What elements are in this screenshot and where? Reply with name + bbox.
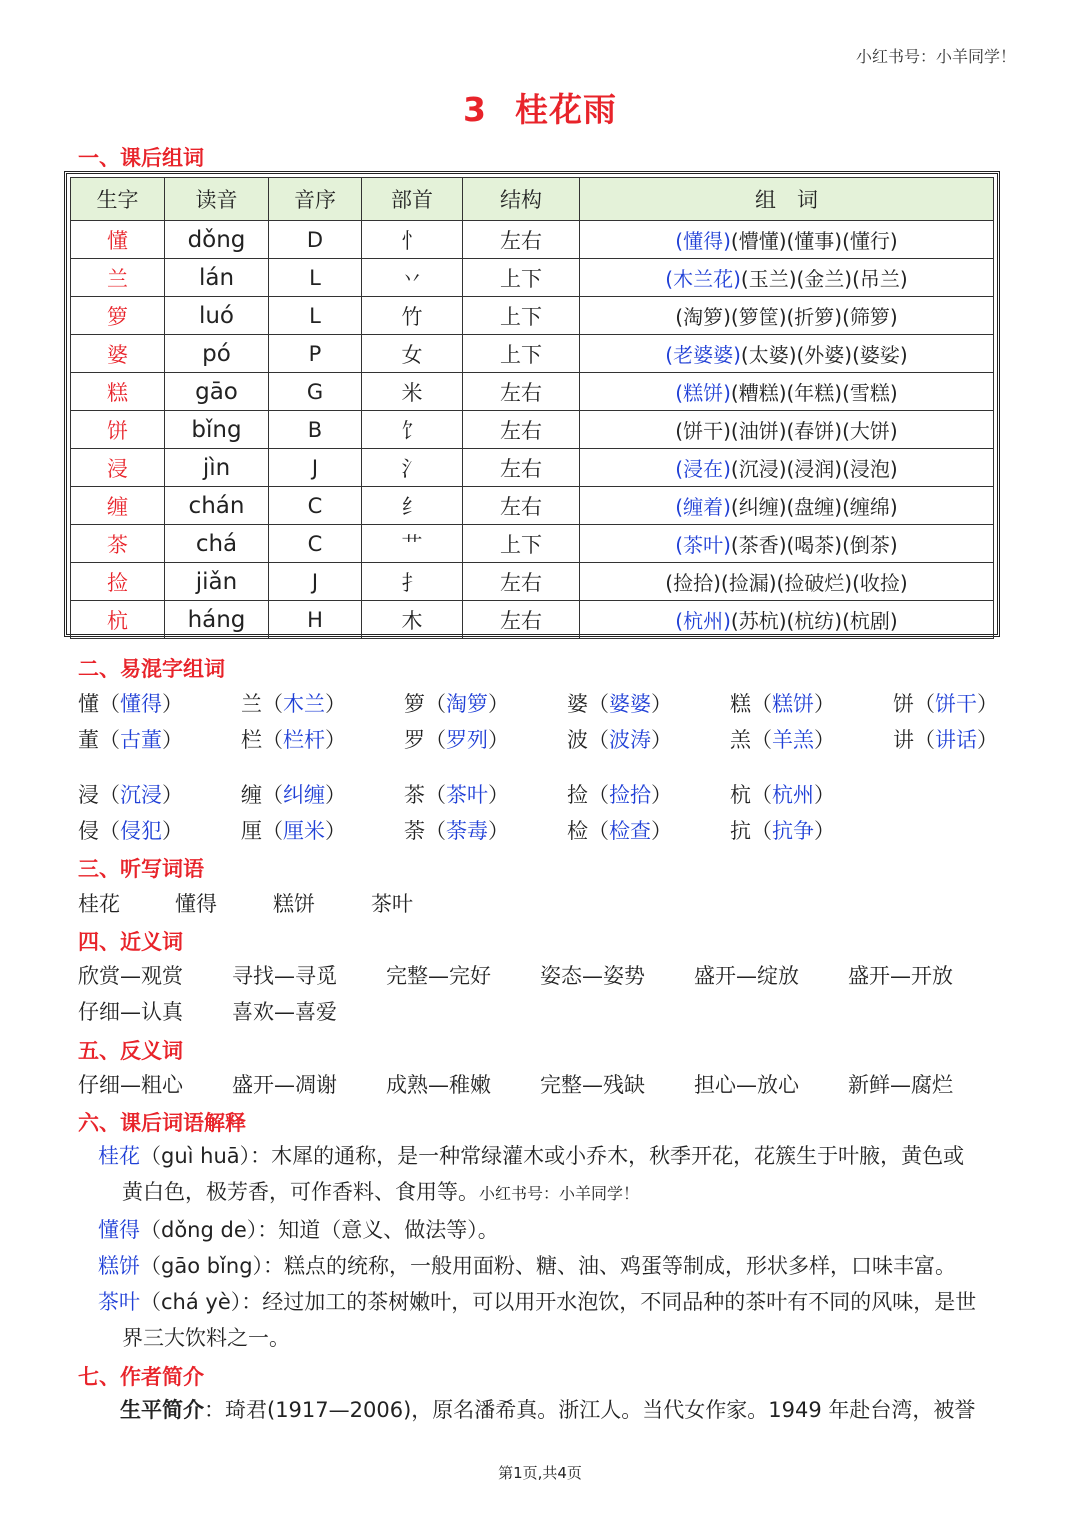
key-word: (茶叶) xyxy=(675,533,731,557)
confusable-word: 古董 xyxy=(120,728,162,752)
table-row xyxy=(71,297,994,335)
words-cell xyxy=(580,373,994,411)
index-letter-cell: C xyxy=(269,525,362,563)
confusable-word: 淘箩 xyxy=(446,692,488,716)
confusable-char: 懂 xyxy=(78,692,99,716)
antonym-pair: 担心—放心 xyxy=(694,1073,799,1097)
dictation-word: 桂花 xyxy=(78,892,120,916)
pinyin-cell: dǒng xyxy=(165,221,269,259)
confusable-item: 懂（懂得） xyxy=(78,692,183,716)
confusable-item: 董（古董） xyxy=(78,728,183,752)
explanation-entry xyxy=(98,1248,1008,1284)
explanation-text: 木犀的通称，是一种常绿灌木或小乔木，秋季开花，花簇生于叶腋，黄色或 xyxy=(271,1144,965,1168)
explanation-text: 界三大饮料之一。 xyxy=(122,1326,290,1350)
confusable-word: 饼干 xyxy=(935,692,977,716)
confusable-word: 羊羔 xyxy=(772,728,814,752)
confusable-char: 浸 xyxy=(78,783,99,807)
confusable-word: 罗列 xyxy=(446,728,488,752)
explanations-block xyxy=(98,1138,1008,1356)
confusable-word: 沉浸 xyxy=(120,783,162,807)
words-cell xyxy=(580,335,994,373)
confusable-item: 荼（荼毒） xyxy=(404,819,509,843)
confusable-word: 茶叶 xyxy=(446,783,488,807)
confusable-item: 厘（厘米） xyxy=(241,819,346,843)
words-cell xyxy=(580,259,994,297)
words-cell xyxy=(580,563,994,601)
confusable-item: 波（波涛） xyxy=(567,728,672,752)
pinyin-cell: pó xyxy=(165,335,269,373)
confusable-char: 讲 xyxy=(893,728,914,752)
section-heading-3: 三、听写词语 xyxy=(78,857,204,881)
table-row xyxy=(71,411,994,449)
section-heading-5: 五、反义词 xyxy=(78,1039,183,1063)
index-letter-cell: J xyxy=(269,563,362,601)
words-cell xyxy=(580,449,994,487)
explanation-text: 经过加工的茶树嫩叶，可以用开水泡饮，不同品种的茶叶有不同的风味，是世 xyxy=(262,1290,977,1314)
index-letter-cell: H xyxy=(269,601,362,639)
index-letter-cell: L xyxy=(269,297,362,335)
confusable-item: 糕（糕饼） xyxy=(730,692,835,716)
col-header: 组 词 xyxy=(580,178,994,221)
explanation-entry xyxy=(98,1212,1008,1248)
section-heading-7: 七、作者简介 xyxy=(78,1365,204,1389)
confusable-char: 董 xyxy=(78,728,99,752)
words-cell xyxy=(580,221,994,259)
page-footer: 第1页,共4页 xyxy=(498,1464,582,1482)
synonym-pair: 姿态—姿势 xyxy=(540,964,645,988)
key-word: (糕饼) xyxy=(675,381,731,405)
confusable-word: 讲话 xyxy=(935,728,977,752)
vocab-table xyxy=(70,177,994,639)
confusable-word: 杭州 xyxy=(772,783,814,807)
pinyin-cell: jiǎn xyxy=(165,563,269,601)
other-words: (懵懂)(懂事)(懂行) xyxy=(730,229,898,253)
radical-cell: 扌 xyxy=(362,563,463,601)
explained-word: 糕饼 xyxy=(98,1254,140,1278)
dictation-word: 懂得 xyxy=(175,892,217,916)
structure-cell: 上下 xyxy=(463,335,580,373)
confusable-char: 饼 xyxy=(893,692,914,716)
index-letter-cell: P xyxy=(269,335,362,373)
table-row xyxy=(71,335,994,373)
confusable-word: 荼毒 xyxy=(446,819,488,843)
confusable-item: 抗（抗争） xyxy=(730,819,835,843)
radical-cell: 丷 xyxy=(362,259,463,297)
col-header: 读音 xyxy=(165,178,269,221)
other-words: (茶香)(喝茶)(倒茶) xyxy=(730,533,898,557)
antonym-pair: 成熟—稚嫩 xyxy=(386,1073,491,1097)
confusable-item: 罗（罗列） xyxy=(404,728,509,752)
structure-cell: 上下 xyxy=(463,525,580,563)
confusable-char: 缠 xyxy=(241,783,262,807)
confusable-char: 侵 xyxy=(78,819,99,843)
explanation-continuation xyxy=(98,1174,1008,1212)
other-words: (捡拾)(捡漏)(捡破烂)(收捡) xyxy=(665,571,908,595)
char-cell: 饼 xyxy=(71,411,165,449)
pinyin-cell: gāo xyxy=(165,373,269,411)
col-header: 音序 xyxy=(269,178,362,221)
other-words: (饼干)(油饼)(春饼)(大饼) xyxy=(675,419,898,443)
synonym-pair: 欣赏—观赏 xyxy=(78,964,183,988)
other-words: (纠缠)(盘缠)(缠绵) xyxy=(730,495,898,519)
vocab-table-frame xyxy=(64,171,1000,637)
author-text: ：琦君(1917—2006)，原名潘希真。浙江人。当代女作家。1949 年赴台湾，被誉 xyxy=(204,1398,976,1422)
explanation-text: 知道（意义、做法等）。 xyxy=(278,1218,499,1242)
explained-pinyin: （chá yè）： xyxy=(140,1290,263,1314)
confusable-char: 糕 xyxy=(730,692,751,716)
confusable-word: 厘米 xyxy=(283,819,325,843)
confusable-char: 捡 xyxy=(567,783,588,807)
char-cell: 浸 xyxy=(71,449,165,487)
col-header: 生字 xyxy=(71,178,165,221)
radical-cell: 竹 xyxy=(362,297,463,335)
confusable-item: 杭（杭州） xyxy=(730,783,835,807)
words-cell xyxy=(580,525,994,563)
dictation-word: 糕饼 xyxy=(273,892,315,916)
col-header: 结构 xyxy=(463,178,580,221)
confusable-char: 厘 xyxy=(241,819,262,843)
char-cell: 箩 xyxy=(71,297,165,335)
pinyin-cell: luó xyxy=(165,297,269,335)
title-text: 桂花雨 xyxy=(514,90,617,129)
index-letter-cell: G xyxy=(269,373,362,411)
structure-cell: 上下 xyxy=(463,297,580,335)
confusable-item: 栏（栏杆） xyxy=(241,728,346,752)
section-heading-1: 一、课后组词 xyxy=(78,146,204,170)
confusable-item: 兰（木兰） xyxy=(241,692,346,716)
explanation-continuation xyxy=(98,1320,1008,1356)
confusable-char: 兰 xyxy=(241,692,262,716)
header-note: 小红书号：小羊同学！ xyxy=(855,47,1016,66)
confusable-item: 浸（沉浸） xyxy=(78,783,183,807)
char-cell: 缠 xyxy=(71,487,165,525)
section-heading-6: 六、课后词语解释 xyxy=(78,1111,246,1135)
char-cell: 兰 xyxy=(71,259,165,297)
char-cell: 糕 xyxy=(71,373,165,411)
confusable-item: 检（检查） xyxy=(567,819,672,843)
structure-cell: 左右 xyxy=(463,601,580,639)
confusable-item: 侵（侵犯） xyxy=(78,819,183,843)
key-word: (杭州) xyxy=(675,609,731,633)
index-letter-cell: J xyxy=(269,449,362,487)
structure-cell: 左右 xyxy=(463,487,580,525)
confusable-char: 荼 xyxy=(404,819,425,843)
confusable-word: 纠缠 xyxy=(283,783,325,807)
index-letter-cell: B xyxy=(269,411,362,449)
confusable-word: 抗争 xyxy=(772,819,814,843)
char-cell: 杭 xyxy=(71,601,165,639)
confusable-char: 波 xyxy=(567,728,588,752)
other-words: (沉浸)(浸润)(浸泡) xyxy=(730,457,898,481)
explanation-text: 黄白色，极芳香，可作香料、食用等。 xyxy=(122,1180,479,1204)
antonym-pair: 完整—残缺 xyxy=(540,1073,645,1097)
table-row xyxy=(71,525,994,563)
structure-cell: 左右 xyxy=(463,411,580,449)
confusable-word: 懂得 xyxy=(120,692,162,716)
explained-word: 茶叶 xyxy=(98,1290,140,1314)
synonym-pair: 寻找—寻觅 xyxy=(232,964,337,988)
radical-cell: 饣 xyxy=(362,411,463,449)
other-words: (淘箩)(箩筐)(折箩)(筛箩) xyxy=(675,305,898,329)
char-cell: 捡 xyxy=(71,563,165,601)
confusable-char: 栏 xyxy=(241,728,262,752)
confusable-item: 婆（婆婆） xyxy=(567,692,672,716)
section-heading-4: 四、近义词 xyxy=(78,930,183,954)
section-heading-2: 二、易混字组词 xyxy=(78,657,225,681)
table-row xyxy=(71,601,994,639)
explanation-entry xyxy=(98,1138,1008,1212)
confusable-word: 侵犯 xyxy=(120,819,162,843)
table-row xyxy=(71,563,994,601)
antonym-pair: 仔细—粗心 xyxy=(78,1073,183,1097)
explained-pinyin: （gāo bǐng）： xyxy=(140,1254,285,1278)
pinyin-cell: chán xyxy=(165,487,269,525)
radical-cell: 纟 xyxy=(362,487,463,525)
char-cell: 茶 xyxy=(71,525,165,563)
table-row xyxy=(71,221,994,259)
table-row xyxy=(71,373,994,411)
words-cell xyxy=(580,487,994,525)
other-words: (糟糕)(年糕)(雪糕) xyxy=(730,381,898,405)
explanation-text: 糕点的统称，一般用面粉、糖、油、鸡蛋等制成，形状多样，口味丰富。 xyxy=(284,1254,957,1278)
table-row xyxy=(71,259,994,297)
table-row xyxy=(71,449,994,487)
pinyin-cell: lán xyxy=(165,259,269,297)
structure-cell: 上下 xyxy=(463,259,580,297)
watermark-note: 小红书号：小羊同学！ xyxy=(479,1184,640,1203)
radical-cell: 氵 xyxy=(362,449,463,487)
confusable-item: 羔（羊羔） xyxy=(730,728,835,752)
col-header: 部首 xyxy=(362,178,463,221)
synonym-pair: 盛开—开放 xyxy=(848,964,953,988)
dictation-word: 茶叶 xyxy=(371,892,413,916)
synonym-pair: 仔细—认真 xyxy=(78,1000,183,1024)
confusable-char: 杭 xyxy=(730,783,751,807)
confusable-char: 抗 xyxy=(730,819,751,843)
author-label: 生平简介 xyxy=(120,1398,204,1422)
key-word: (缠着) xyxy=(675,495,731,519)
pinyin-cell: chá xyxy=(165,525,269,563)
confusable-word: 栏杆 xyxy=(283,728,325,752)
radical-cell: 木 xyxy=(362,601,463,639)
other-words: (太婆)(外婆)(婆娑) xyxy=(740,343,908,367)
index-letter-cell: C xyxy=(269,487,362,525)
index-letter-cell: D xyxy=(269,221,362,259)
confusable-char: 罗 xyxy=(404,728,425,752)
radical-cell: 忄 xyxy=(362,221,463,259)
antonym-pair: 盛开—凋谢 xyxy=(232,1073,337,1097)
confusable-word: 波涛 xyxy=(609,728,651,752)
other-words: (苏杭)(杭纺)(杭剧) xyxy=(730,609,898,633)
confusable-char: 婆 xyxy=(567,692,588,716)
antonym-pair: 新鲜—腐烂 xyxy=(848,1073,953,1097)
title-number: 3 xyxy=(463,90,487,129)
confusable-item: 饼（饼干） xyxy=(893,692,998,716)
char-cell: 懂 xyxy=(71,221,165,259)
explained-word: 懂得 xyxy=(98,1218,140,1242)
author-intro xyxy=(120,1392,1030,1428)
confusable-item: 缠（纠缠） xyxy=(241,783,346,807)
char-cell: 婆 xyxy=(71,335,165,373)
structure-cell: 左右 xyxy=(463,563,580,601)
confusable-char: 箩 xyxy=(404,692,425,716)
table-header-row xyxy=(71,178,994,221)
key-word: (老婆婆) xyxy=(665,343,741,367)
index-letter-cell: L xyxy=(269,259,362,297)
page-title xyxy=(0,84,1080,131)
confusable-word: 婆婆 xyxy=(609,692,651,716)
key-word: (浸在) xyxy=(675,457,731,481)
pinyin-cell: bǐng xyxy=(165,411,269,449)
table-row xyxy=(71,487,994,525)
radical-cell: 女 xyxy=(362,335,463,373)
radical-cell: 艹 xyxy=(362,525,463,563)
structure-cell: 左右 xyxy=(463,221,580,259)
key-word: (木兰花) xyxy=(665,267,741,291)
words-cell xyxy=(580,411,994,449)
confusable-char: 羔 xyxy=(730,728,751,752)
confusable-item: 捡（捡拾） xyxy=(567,783,672,807)
confusable-word: 木兰 xyxy=(283,692,325,716)
confusable-item: 茶（茶叶） xyxy=(404,783,509,807)
confusable-word: 糕饼 xyxy=(772,692,814,716)
confusable-word: 捡拾 xyxy=(609,783,651,807)
confusable-item: 讲（讲话） xyxy=(893,728,998,752)
synonym-pair: 盛开—绽放 xyxy=(694,964,799,988)
confusable-item: 箩（淘箩） xyxy=(404,692,509,716)
key-word: (懂得) xyxy=(675,229,731,253)
explained-word: 桂花 xyxy=(98,1144,140,1168)
explained-pinyin: （guì huā）： xyxy=(140,1144,272,1168)
pinyin-cell: jìn xyxy=(165,449,269,487)
radical-cell: 米 xyxy=(362,373,463,411)
structure-cell: 左右 xyxy=(463,449,580,487)
confusable-char: 茶 xyxy=(404,783,425,807)
confusable-word: 检查 xyxy=(609,819,651,843)
confusable-char: 检 xyxy=(567,819,588,843)
synonym-pair: 完整—完好 xyxy=(386,964,491,988)
other-words: (玉兰)(金兰)(吊兰) xyxy=(740,267,908,291)
synonym-pair: 喜欢—喜爱 xyxy=(232,1000,337,1024)
explained-pinyin: （dǒng de）： xyxy=(140,1218,279,1242)
pinyin-cell: háng xyxy=(165,601,269,639)
words-cell xyxy=(580,601,994,639)
structure-cell: 左右 xyxy=(463,373,580,411)
words-cell xyxy=(580,297,994,335)
explanation-entry xyxy=(98,1284,1008,1356)
